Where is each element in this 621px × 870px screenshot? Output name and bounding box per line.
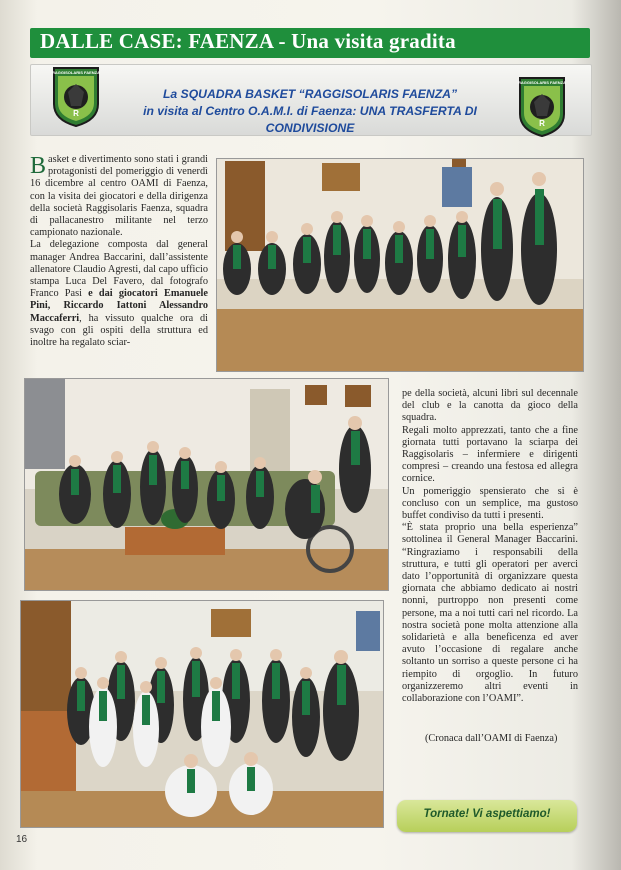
subheader-line-1: La SQUADRA BASKET “RAGGISOLARIS FAENZA”: [162, 87, 458, 101]
article-paragraph-4: Un pomeriggio spensierato che si è concluso con un semplice, ma gustoso buffet condiviso da tutti i presenti.: [402, 485, 578, 522]
group-photo-staff: [20, 600, 384, 828]
drop-cap: B: [30, 153, 47, 179]
article-column-left: [30, 154, 208, 349]
group-photo-icon: [217, 159, 583, 371]
paragraph-5-quote-a: “È stata proprio una bella esperienza” sottolinea il General Manager Baccarini.: [402, 522, 578, 546]
subheader-text: [105, 86, 515, 137]
article-paragraph-2-continued: pe della società, alcuni libri sul decennale del club e la canotta da gioco della squadra.: [402, 388, 578, 424]
paragraph-1-text: asket e divertimento sono stati i grandi protagonisti del pomeriggio di venerdì 16 dicembre al centro OAMI di Faenza, con la visita dei giocatori e della dirigenza della società Raggisolaris Faenza, squadra di pallacanestro militante nel terzo campionato nazionale.: [30, 154, 208, 239]
cta-banner: [397, 800, 577, 832]
article-paragraph-1: [30, 154, 208, 239]
paragraph-2-text-b: , ha vissuto qualche ora di svago con gli ospiti della struttura ed inoltre ha regalato sciar-: [30, 312, 208, 349]
group-photo-icon: [25, 379, 388, 590]
team-logo-right: [518, 76, 566, 138]
subheader-line-2: [105, 103, 515, 137]
cta-label: Tornate! Vi aspettiamo!: [423, 808, 551, 820]
page-title: DALLE CASE: FAENZA - Una visita gradita: [40, 29, 456, 53]
paragraph-5-quote-b: “Ringraziamo i responsabili della struttura, e tutti gli operatori per averci dato l’opportunità di organizzare questa giornata che abbiamo dedicato ai nostri nonni, purtroppo non presenti come persone, ma a noi tutti cari nel ricordo. La nostra società pone molta attenzione alla solidarietà e alla beneficenza ed aver avuto l’occasione di regalare anche soltanto un sorriso a queste persone ci ha riempito di orgoglio. In futuro organizzeremo altri eventi in collaborazione con l’OAMI”.: [402, 546, 578, 705]
article-credit: (Cronaca dall’OAMI di Faenza): [425, 733, 558, 744]
article-paragraph-5: [402, 522, 578, 705]
group-photo-living-room: [216, 158, 584, 372]
group-photo-icon: [21, 601, 383, 827]
page-number: 16: [16, 834, 28, 845]
paragraph-2-players: e dai giocatori Emanuele Pini, Riccardo Iattoni Alessandro Maccaferri: [30, 288, 208, 324]
svg-text:R: R: [539, 119, 545, 128]
subheader-line-2-prefix: in visita al Centro O.A.M.I. di Faenza:: [143, 104, 360, 118]
article-column-right: [402, 388, 578, 705]
article-paragraph-2: [30, 239, 208, 349]
team-logo-left: [52, 66, 100, 128]
subheader-line-2-emphasis: UNA TRASFERTA DI CONDIVISIONE: [265, 104, 477, 135]
svg-text:R: R: [73, 109, 79, 118]
group-photo-sofa: [24, 378, 389, 591]
logo-text: RAGGISOLARIS FAENZA: [52, 70, 100, 75]
svg-text:RAGGISOLARIS FAENZA: RAGGISOLARIS FAENZA: [518, 80, 566, 85]
paragraph-2-text-a: La delegazione composta dal general manager Andrea Baccarini, dall’assistente allenatore Claudio Agresti, dal capo ufficio stampa Luca Del Favero, dal fotografo Franco Pasi: [30, 239, 208, 300]
article-paragraph-3: Regali molto apprezzati, tanto che a fine giornata tutti portavano la sciarpa dei Raggisolaris – infermiere e dirigenti compresi – creando una festosa ed allegra cornice.: [402, 424, 578, 485]
